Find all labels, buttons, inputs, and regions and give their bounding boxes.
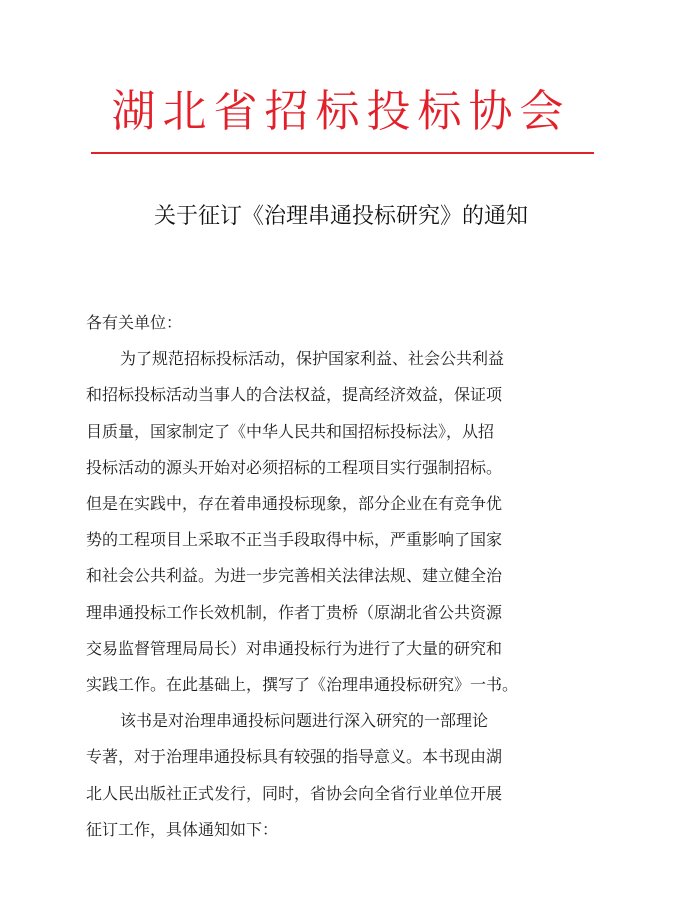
paragraph-line: 实践工作。在此基础上，撰写了《治理串通投标研究》一书。 (86, 675, 519, 695)
paragraph-line: 目质量，国家制定了《中华人民共和国招标投标法》，从招 (86, 421, 495, 441)
paragraph-line: 理串通投标工作长效机制，作者丁贵桥（原湖北省公共资源 (86, 602, 503, 622)
letterhead-red-rule (91, 152, 594, 154)
salutation: 各有关单位： (86, 313, 183, 332)
paragraph-line: 和招标投标活动当事人的合法权益，提高经济效益，保证项 (86, 385, 503, 405)
paragraph-line: 征订工作，具体通知如下： (86, 819, 279, 839)
paragraph-line: 北人民出版社正式发行，同时，省协会向全省行业单位开展 (86, 783, 503, 803)
document-title: 关于征订《治理串通投标研究》的通知 (153, 204, 528, 229)
paragraph-line: 该书是对治理串通投标问题进行深入研究的一部理论 (120, 711, 489, 731)
paragraph-line: 专著，对于治理串通投标具有较强的指导意义。本书现由湖 (86, 747, 503, 767)
document-body (86, 305, 598, 848)
paragraph-line: 交易监督管理局局长）对串通投标行为进行了大量的研究和 (86, 638, 503, 658)
paragraph-line: 但是在实践中，存在着串通投标现象，部分企业在有竞争优 (86, 494, 503, 514)
paragraph-line: 为了规范招标投标活动，保护国家利益、社会公共利益 (120, 349, 505, 369)
paragraph-line: 势的工程项目上采取不正当手段取得中标，严重影响了国家 (86, 530, 503, 550)
paragraph-line: 投标活动的源头开始对必须招标的工程项目实行强制招标。 (86, 457, 503, 477)
paragraph-line: 和社会公共利益。为进一步完善相关法律法规、建立健全治 (86, 566, 503, 586)
paragraph-1 (86, 341, 598, 703)
letterhead-title: 湖北省招标投标协会 (111, 86, 571, 137)
paragraph-2 (86, 703, 598, 848)
